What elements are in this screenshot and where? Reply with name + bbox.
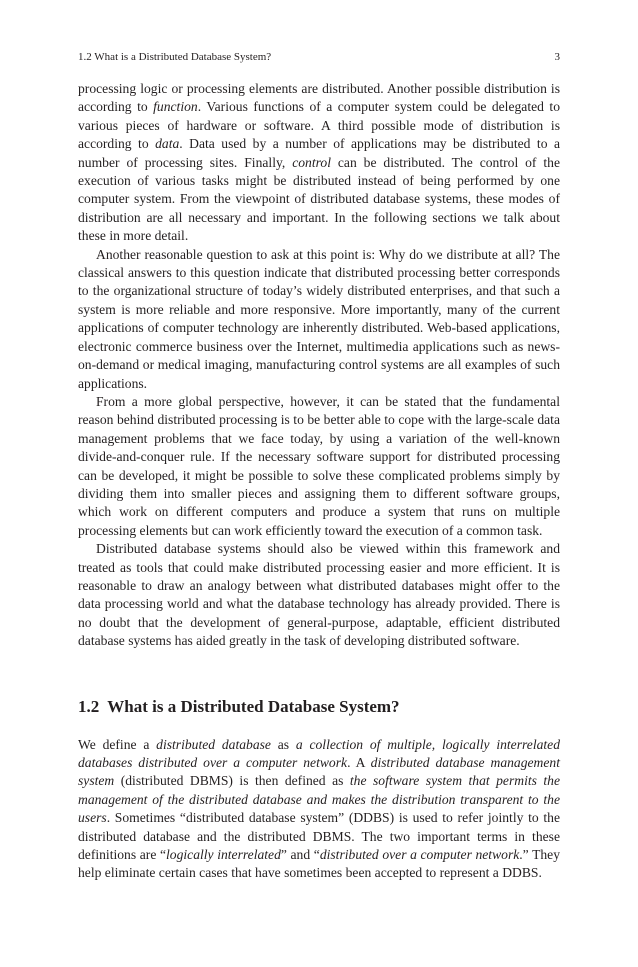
running-head [78, 50, 560, 64]
paragraph: Another reasonable question to ask at this point is: Why do we distribute at all? The classical answers to this question indicate that distributed processing better corresponds to the organizational structure of today’s widely distributed enterprises, and that such a system is more reliable and more responsive. More importantly, many of the current applications of computer technology are inherently distributed. Web-based applications, electronic commerce business over the Internet, multimedia applications such as news-on-demand or medical imaging, manufacturing control systems are all examples of such applications. [78, 246, 560, 391]
italic-term: data [155, 136, 180, 152]
italic-term: logically interrelated [166, 847, 281, 863]
italic-term: function [153, 99, 198, 115]
book-page [78, 50, 560, 883]
page-number: 3 [554, 51, 560, 63]
section-number: 1.2 [78, 696, 100, 716]
section-paragraph: We define a distributed database as a collection of multiple, logically interrelated databases distributed over a computer network. A distributed database management system (distributed DBMS) is then defined as the software system that permits the management of the distributed database and makes the distribution transparent to the users. Sometimes “distributed database system” (DDBS) is used to refer jointly to the distributed database and the distributed DBMS. The two important terms in these definitions are “logically interrelated” and “distributed over a computer network.” They help eliminate certain cases that have sometimes been accepted to represent a DDBS. [78, 736, 560, 881]
italic-term: distributed over a computer network [319, 847, 520, 863]
italic-term: distributed database [156, 736, 271, 752]
italic-term: control [292, 154, 331, 170]
body-text [78, 80, 560, 883]
paragraph: From a more global perspective, however, it can be stated that the fundamental reason behind distributed processing is to be better able to cope with the large-scale data management problems that we face today, by using a variation of the well-known divide-and-conquer rule. If the necessary software support for distributed processing can be developed, it might be possible to solve these complicated problems simply by dividing them into smaller pieces and assigning them to different software groups, which work on different computers and produce a system that runs on multiple processing elements but can work efficiently toward the execution of a common task. [78, 393, 560, 538]
section-title: What is a Distributed Database System? [107, 696, 400, 716]
section-heading [78, 696, 560, 718]
italic-term: distributed database management system [78, 755, 560, 789]
italic-term: a collection of multiple, logically interrelated databases distributed over a computer network [78, 736, 560, 770]
italic-term: the software system that permits the management of the distributed database and makes the distribution transparent to the users [78, 773, 560, 826]
paragraph: processing logic or processing elements are distributed. Another possible distribution is according to function. Various functions of a computer system could be delegated to various pieces of hardware or software. A third possible mode of distribution is according to data. Data used by a number of applications may be distributed to a number of processing sites. Finally, control can be distributed. The control of the execution of various tasks might be distributed instead of being performed by one computer system. From the viewpoint of distributed database systems, these modes of distribution are all necessary and important. In the following sections we talk about these in more detail. [78, 81, 561, 244]
running-head-title: 1.2 What is a Distributed Database System? [78, 51, 272, 63]
paragraph: Distributed database systems should also be viewed within this framework and treated as tools that could make distributed processing easier and more efficient. It is reasonable to draw an analogy between what distributed databases might offer to the data processing world and what the database technology has already provided. There is no doubt that the development of general-purpose, adaptable, efficient distributed database systems has aided greatly in the task of developing distributed software. [78, 541, 560, 649]
